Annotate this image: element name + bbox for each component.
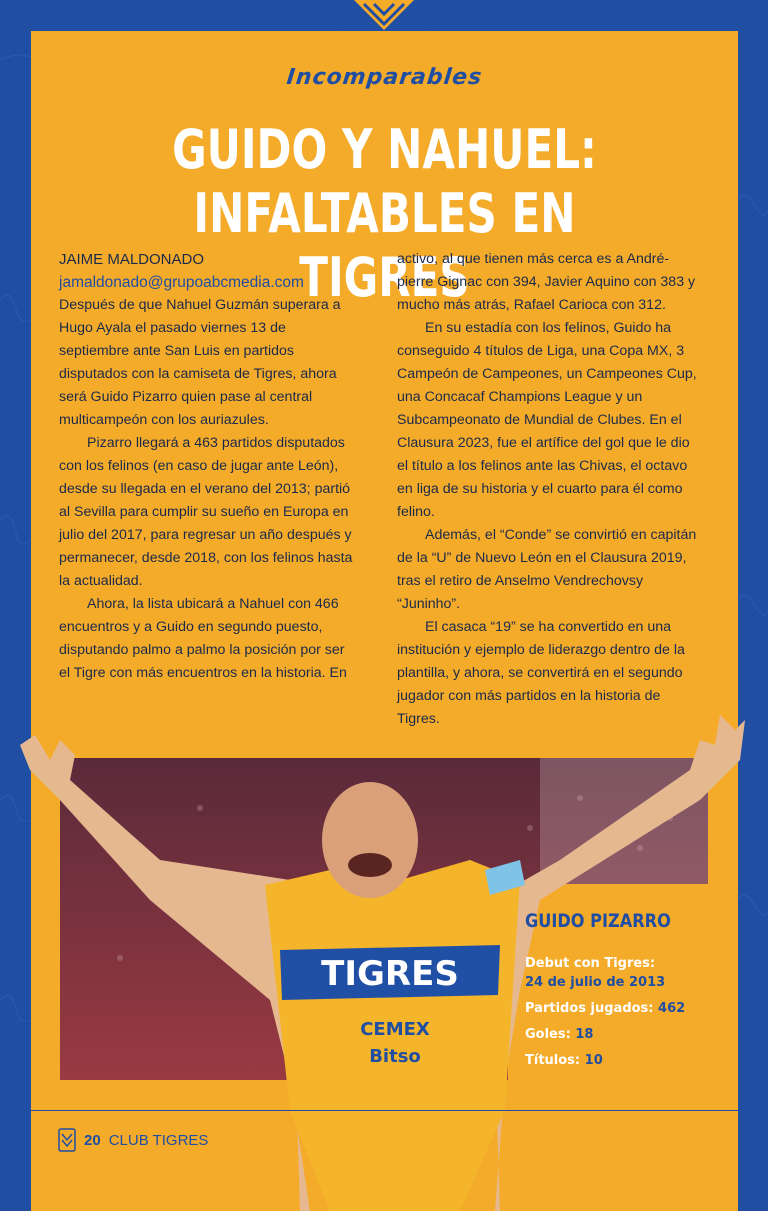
player-stats xyxy=(525,910,715,1070)
page-number: 20 xyxy=(84,1131,101,1149)
title-line-1: GUIDO Y NAHUEL: xyxy=(172,118,597,181)
footer-divider xyxy=(31,1110,738,1111)
jersey-sponsor-bitso: Bitso xyxy=(369,1046,421,1067)
club-crest-icon xyxy=(58,1128,76,1152)
jersey-team-text: TIGRES xyxy=(321,954,459,994)
paragraph: Ahora, la lista ubicará a Nahuel con 466 encuentros y a Guido en segundo puesto, disputando palmo a palmo la posición por ser el Tigre con más encuentros en la historia. En xyxy=(59,596,347,681)
jersey-sponsor-cemex: CEMEX xyxy=(360,1019,430,1040)
titles-value: 10 xyxy=(584,1053,603,1068)
paragraph: En su estadía con los felinos, Guido ha conseguido 4 títulos de Liga, una Copa MX, 3 Campeón de Campeones, un Campeones Cup, una Concacaf Champions League y un Subcampeonato de Mundial de Clubes. En el Clausura 2023, fue el artífice del gol que le dio el título a los felinos ante las Chivas, el octavo en liga de su historia y el cuarto para él como felino. xyxy=(397,320,697,520)
paragraph: Después de que Nahuel Guzmán superara a Hugo Ayala el pasado viernes 13 de septiembre ante San Luis en partidos disputados con la camiseta de Tigres, ahora será Guido Pizarro quien pase al central multicampeón con los auriazules. xyxy=(59,297,341,428)
page-footer xyxy=(58,1128,208,1152)
paragraph: Además, el “Conde” se convirtió en capitán de la “U” de Nuevo León en el Clausura 2019, tras el retiro de Anselmo Vendrechovsy “Juninho”. xyxy=(397,527,697,612)
paragraph: El casaca “19” se ha convertido en una institución y ejemplo de liderazgo dentro de la plantilla, y ahora, se convertirá en el segundo jugador con más partidos en la historia de Tigres. xyxy=(397,619,685,727)
title-line-2: INFALTABLES EN TIGRES xyxy=(193,182,576,309)
paragraph: Pizarro llegará a 463 partidos disputados con los felinos (en caso de jugar ante León), desde su llegada en el verano del 2013; partió al Sevilla para cumplir su sueño en Europa en julio del 2017, para regresar un año después y permanecer, desde 2018, con los felinos hasta la actualidad. xyxy=(59,435,353,589)
debut-value: 24 de julio de 2013 xyxy=(525,975,666,990)
publication-name: CLUB TIGRES xyxy=(108,1131,209,1149)
author-name: JAIME MALDONADO xyxy=(59,251,205,268)
paragraph: activo, al que tienen más cerca es a André-pierre Gignac con 394, Javier Aquino con 383 y mucho más atrás, Rafael Carioca con 312. xyxy=(397,251,696,313)
section-kicker: Incomparables xyxy=(285,65,484,90)
titles-label: Títulos: xyxy=(525,1053,581,1068)
matches-value: 462 xyxy=(658,1001,686,1016)
goals-label: Goles: xyxy=(525,1027,571,1042)
stats-player-name: GUIDO PIZARRO xyxy=(525,910,671,932)
matches-label: Partidos jugados: xyxy=(525,1001,654,1016)
goals-value: 18 xyxy=(575,1027,594,1042)
author-email[interactable]: jamaldonado@grupoabcmedia.com xyxy=(59,274,304,291)
debut-label: Debut con Tigres: xyxy=(525,956,656,971)
